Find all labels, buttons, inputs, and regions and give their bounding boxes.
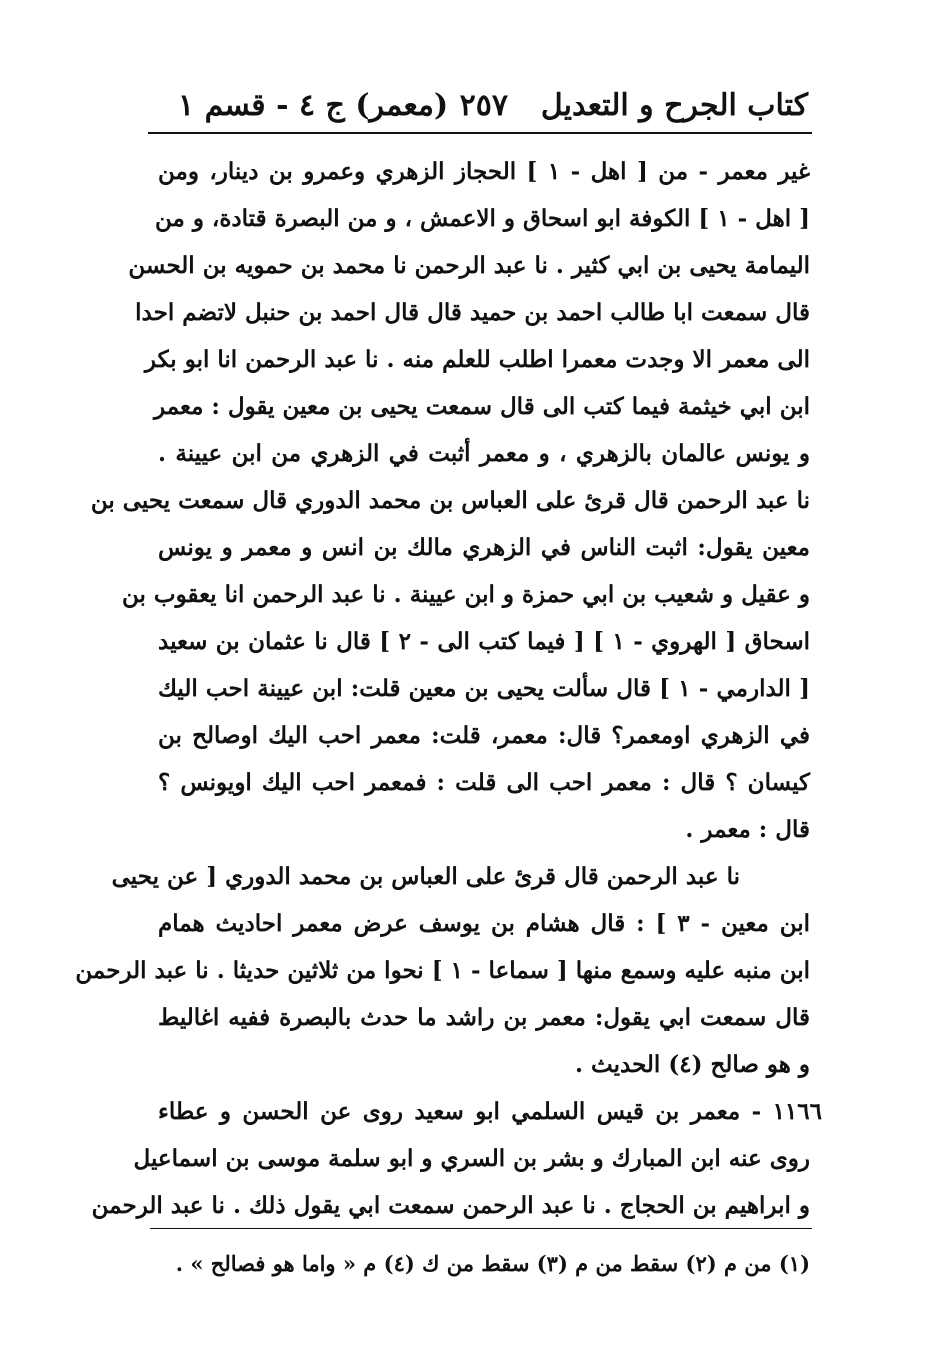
- text-line: نا عبد الرحمن قال قرئ على العباس بن محمد الدوري [ عن يحيى: [111, 863, 740, 890]
- text-line: نا عبد الرحمن قال قرئ على العباس بن محمد الدوري قال سمعت يحيى بن: [90, 487, 810, 514]
- text-line: و ابراهيم بن الحجاج . نا عبد الرحمن سمعت ابي يقول ذلك . نا عبد الرحمن: [91, 1192, 810, 1219]
- text-line: اسحاق [ الهروي - ١ ] [ فيما كتب الى - ٢ ] قال نا عثمان بن سعيد: [158, 628, 810, 655]
- text-line: ابن منبه عليه وسمع منها [ سماعا - ١ ] نحوا من ثلاثين حديثا . نا عبد الرحمن: [75, 957, 810, 984]
- text-line: كيسان ؟ قال : معمر احب الى قلت : فمعمر احب اليك اويونس ؟: [158, 769, 810, 796]
- text-line: غير معمر - من [ اهل - ١ ] الحجاز الزهري وعمرو بن دينار، ومن: [158, 158, 810, 185]
- book-title: كتاب الجرح و التعديل: [540, 88, 808, 123]
- entry-heading-line: ١١٦٦ - معمر بن قيس السلمي ابو سعيد روى عن الحسن و عطاء: [158, 1098, 822, 1125]
- footnote: (١) من م (٢) سقط من م (٣) سقط من ك (٤) م « واما هو فصالح » .: [175, 1251, 810, 1276]
- text-line: و يونس عالمان بالزهري ، و معمر أثبت في الزهري من ابن عيينة .: [158, 440, 810, 467]
- main-text: [75, 148, 822, 1229]
- text-line: ابن معين - ٣ ] : قال هشام بن يوسف عرض معمر احاديث همام: [158, 910, 811, 937]
- text-line: [ اهل - ١ ] الكوفة ابو اسحاق و الاعمش ، و من البصرة قتادة، و من: [154, 205, 810, 232]
- header-rule: [148, 132, 812, 134]
- text-line: قال سمعت ابي يقول: معمر بن راشد ما حدث بالبصرة ففيه اغاليط: [158, 1004, 810, 1031]
- page-header: [148, 78, 808, 130]
- footnote-rule: [150, 1228, 812, 1229]
- text-line: قال : معمر .: [685, 816, 810, 843]
- text-line: و هو صالح (٤) الحديث .: [575, 1051, 810, 1078]
- text-line: قال سمعت ابا طالب احمد بن حميد قال قال احمد بن حنبل لاتضم احدا: [135, 299, 810, 326]
- text-line: معين يقول: اثبت الناس في الزهري مالك بن انس و معمر و يونس: [158, 534, 810, 561]
- text-line: الى معمر الا وجدت معمرا اطلب للعلم منه . نا عبد الرحمن انا ابو بكر: [144, 346, 810, 373]
- text-line: ابن ابي خيثمة فيما كتب الى قال سمعت يحيى بن معين يقول : معمر: [154, 393, 810, 420]
- text-line: [ الدارمي - ١ ] قال سألت يحيى بن معين قلت: ابن عيينة احب اليك: [158, 675, 810, 702]
- text-line: روى عنه ابن المبارك و بشر بن السري و ابو سلمة موسى بن اسماعيل: [133, 1145, 810, 1172]
- section-label: (معمر) ج ٤ - قسم ١: [178, 88, 449, 123]
- text-line: و عقيل و شعيب بن ابي حمزة و ابن عيينة . نا عبد الرحمن انا يعقوب بن: [122, 581, 810, 608]
- text-line: اليمامة يحيى بن ابي كثير . نا عبد الرحمن نا محمد بن حمويه بن الحسن: [128, 252, 810, 279]
- page-number: ٢٥٧: [459, 88, 508, 123]
- text-line: في الزهري اومعمر؟ قال: معمر، قلت: معمر احب اليك اوصالح بن: [158, 722, 810, 749]
